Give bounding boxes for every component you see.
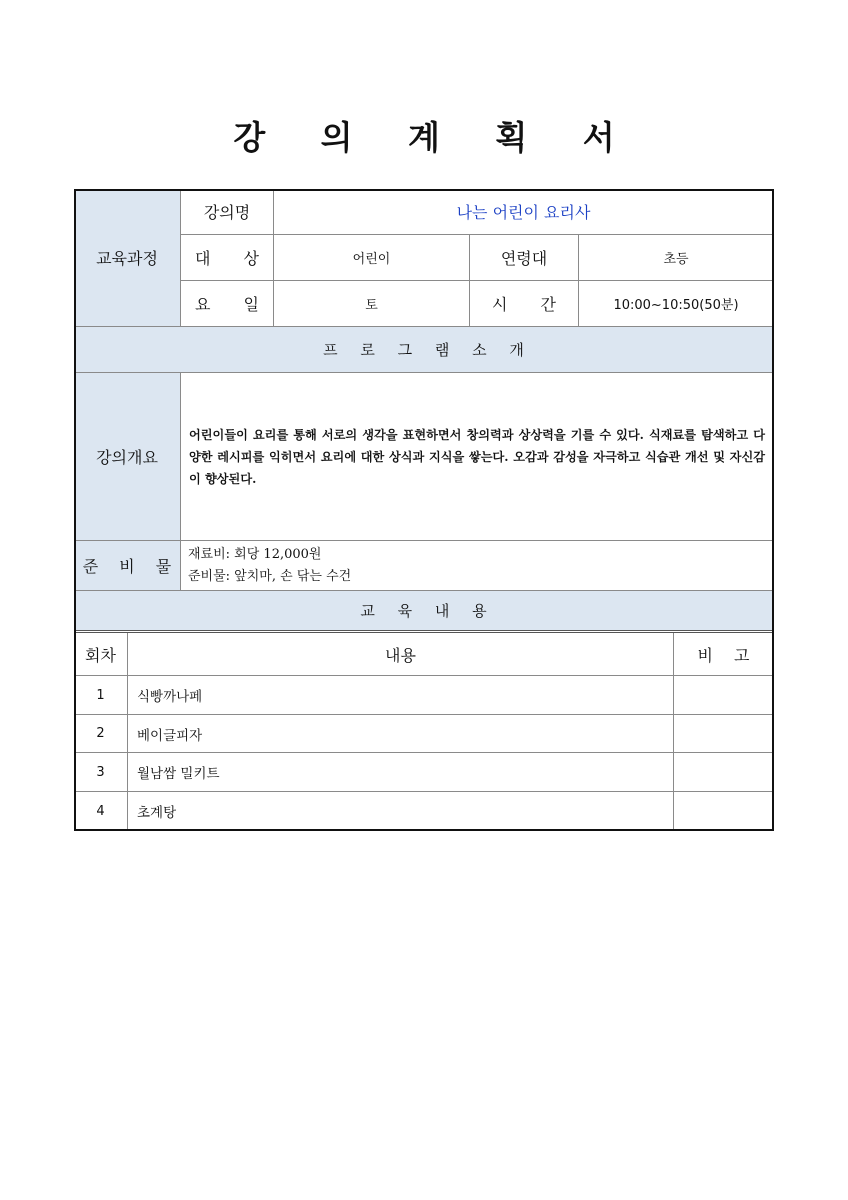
table-row-note — [674, 792, 774, 831]
table-row-content: 베이글피자 — [128, 715, 674, 753]
table-row-no: 2 — [74, 715, 128, 753]
day-value: 토 — [274, 281, 470, 327]
course-name-value: 나는 어린이 요리사 — [274, 189, 774, 235]
course-section-label: 교육과정 — [74, 189, 181, 327]
content-band: 교 육 내 용 — [74, 591, 774, 631]
table-row-note — [674, 676, 774, 715]
day-label: 요 일 — [181, 281, 274, 327]
age-value: 초등 — [579, 235, 774, 281]
col-header-content: 내용 — [128, 633, 674, 676]
prep-items: 준비물: 앞치마, 손 닦는 수건 — [188, 568, 352, 584]
overview-label: 강의개요 — [74, 373, 181, 541]
target-value: 어린이 — [274, 235, 470, 281]
table-row-content: 월남쌈 밀키트 — [128, 753, 674, 792]
col-header-no: 회차 — [74, 633, 128, 676]
time-label: 시 간 — [470, 281, 579, 327]
document-title: 강 의 계 획 서 — [233, 118, 637, 157]
prep-details — [181, 541, 774, 591]
table-row-no: 1 — [74, 676, 128, 715]
overview-text: 어린이들이 요리를 통해 서로의 생각을 표현하면서 창의력과 상상력을 기를 수 있다. 식재료를 탐색하고 다양한 레시피를 익히면서 요리에 대한 상식과 지식을 쌓는다. 오감과 감성을 자극하고 식습관 개선 및 자신감이 향상된다. — [181, 373, 774, 541]
prep-label: 준 비 물 — [74, 541, 181, 591]
table-row-note — [674, 753, 774, 792]
table-row-content: 식빵까나페 — [128, 676, 674, 715]
course-name-label: 강의명 — [181, 189, 274, 235]
table-row-note — [674, 715, 774, 753]
table-row-content: 초계탕 — [128, 792, 674, 831]
lecture-plan-table — [74, 189, 774, 831]
prep-fee: 재료비: 회당 12,000원 — [188, 546, 322, 562]
age-label: 연령대 — [470, 235, 579, 281]
program-intro-band: 프 로 그 램 소 개 — [74, 327, 774, 373]
col-header-note: 비 고 — [674, 633, 774, 676]
table-row-no: 3 — [74, 753, 128, 792]
time-value: 10:00~10:50(50분) — [579, 281, 774, 327]
target-label: 대 상 — [181, 235, 274, 281]
table-row-no: 4 — [74, 792, 128, 831]
